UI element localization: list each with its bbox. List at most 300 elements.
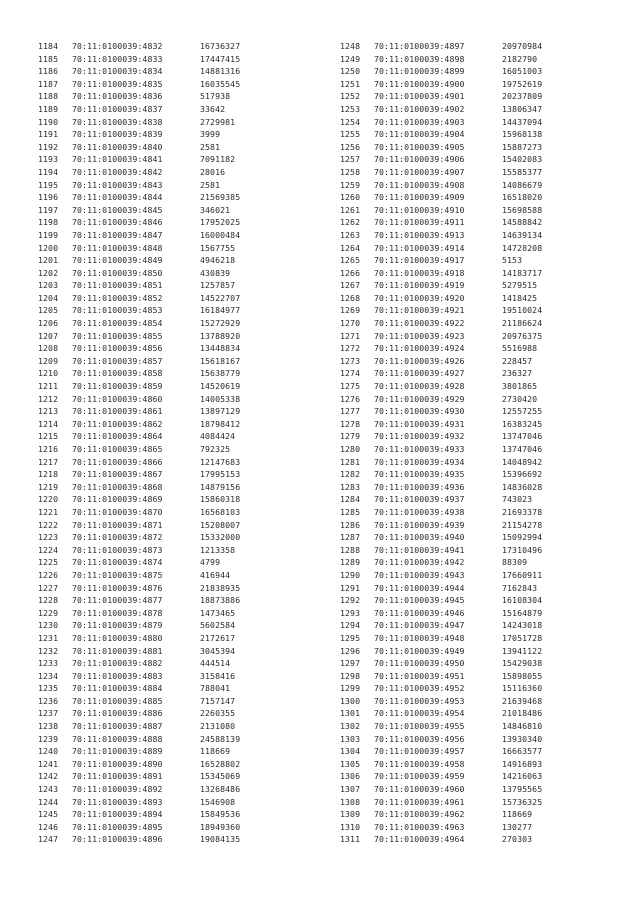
cadastral-number: 70:11:0100039:4874 <box>72 557 163 568</box>
table-row <box>340 342 542 355</box>
row-number: 1284 <box>340 494 361 505</box>
value: 15585377 <box>502 166 543 177</box>
table-row <box>38 569 240 582</box>
cadastral-number: 70:11:0100039:4835 <box>72 78 163 89</box>
cadastral-number: 70:11:0100039:4861 <box>72 406 163 417</box>
row-number: 1276 <box>340 393 361 404</box>
value: 14183717 <box>502 267 543 278</box>
cadastral-number: 70:11:0100039:4875 <box>72 569 163 580</box>
row-number: 1229 <box>38 607 59 618</box>
cadastral-number: 70:11:0100039:4890 <box>72 758 163 769</box>
row-number: 1310 <box>340 821 361 832</box>
table-row <box>38 418 240 431</box>
row-number: 1236 <box>38 695 59 706</box>
value: 21838935 <box>200 582 241 593</box>
cadastral-number: 70:11:0100039:4945 <box>374 595 465 606</box>
value: 18949360 <box>200 821 241 832</box>
cadastral-number: 70:11:0100039:4841 <box>72 154 163 165</box>
row-number: 1204 <box>38 292 59 303</box>
table-row <box>340 569 542 582</box>
value: 4946218 <box>200 255 236 266</box>
table-row <box>340 632 542 645</box>
cadastral-number: 70:11:0100039:4867 <box>72 469 163 480</box>
cadastral-number: 70:11:0100039:4848 <box>72 242 163 253</box>
value: 13448834 <box>200 343 241 354</box>
value: 16383245 <box>502 418 543 429</box>
row-number: 1307 <box>340 784 361 795</box>
table-row <box>38 619 240 632</box>
table-row <box>340 141 542 154</box>
value: 2730420 <box>502 393 538 404</box>
row-number: 1225 <box>38 557 59 568</box>
value: 14846810 <box>502 721 543 732</box>
value: 5602584 <box>200 620 236 631</box>
row-number: 1248 <box>340 41 361 51</box>
value: 20237809 <box>502 91 543 102</box>
row-number: 1196 <box>38 192 59 203</box>
row-number: 1206 <box>38 318 59 329</box>
table-row <box>38 153 240 166</box>
cadastral-number: 70:11:0100039:4896 <box>72 834 163 845</box>
table-row <box>38 317 240 330</box>
cadastral-number: 70:11:0100039:4881 <box>72 645 163 656</box>
value: 18798412 <box>200 418 241 429</box>
cadastral-number: 70:11:0100039:4866 <box>72 456 163 467</box>
table-row <box>38 116 240 129</box>
table-row <box>38 229 240 242</box>
cadastral-number: 70:11:0100039:4948 <box>374 632 465 643</box>
cadastral-number: 70:11:0100039:4914 <box>374 242 465 253</box>
value: 118669 <box>200 746 231 757</box>
table-row <box>38 758 240 771</box>
table-row <box>340 317 542 330</box>
table-row <box>340 53 542 66</box>
value: 14881316 <box>200 66 241 77</box>
cadastral-number: 70:11:0100039:4864 <box>72 431 163 442</box>
value: 15618167 <box>200 355 241 366</box>
cadastral-number: 70:11:0100039:4957 <box>374 746 465 757</box>
row-number: 1262 <box>340 217 361 228</box>
table-row <box>38 216 240 229</box>
row-number: 1261 <box>340 204 361 215</box>
row-number: 1193 <box>38 154 59 165</box>
cadastral-number: 70:11:0100039:4906 <box>374 154 465 165</box>
cadastral-number: 70:11:0100039:4933 <box>374 444 465 454</box>
cadastral-number: 70:11:0100039:4911 <box>374 217 465 228</box>
table-row <box>38 531 240 544</box>
value: 5153 <box>502 255 523 266</box>
row-number: 1191 <box>38 129 59 140</box>
value: 1213358 <box>200 544 236 555</box>
row-number: 1190 <box>38 116 59 127</box>
cadastral-number: 70:11:0100039:4941 <box>374 544 465 555</box>
value: 15429038 <box>502 658 543 669</box>
cadastral-number: 70:11:0100039:4895 <box>72 821 163 832</box>
cadastral-number: 70:11:0100039:4880 <box>72 632 163 643</box>
row-number: 1295 <box>340 632 361 643</box>
row-number: 1207 <box>38 330 59 341</box>
cadastral-number: 70:11:0100039:4962 <box>374 809 465 820</box>
row-number: 1267 <box>340 280 361 291</box>
cadastral-number: 70:11:0100039:4871 <box>72 519 163 530</box>
value: 2172617 <box>200 632 236 643</box>
cadastral-number: 70:11:0100039:4958 <box>374 758 465 769</box>
value: 17447415 <box>200 53 241 64</box>
value: 13747046 <box>502 431 543 442</box>
value: 16184977 <box>200 305 241 316</box>
table-row <box>340 544 542 557</box>
table-row <box>340 657 542 670</box>
value: 21693378 <box>502 506 543 517</box>
row-number: 1231 <box>38 632 59 643</box>
row-number: 1197 <box>38 204 59 215</box>
table-row <box>340 695 542 708</box>
row-number: 1263 <box>340 229 361 240</box>
row-number: 1265 <box>340 255 361 266</box>
cadastral-number: 70:11:0100039:4855 <box>72 330 163 341</box>
value: 14879156 <box>200 481 241 492</box>
table-row <box>38 745 240 758</box>
row-number: 1254 <box>340 116 361 127</box>
value: 21154278 <box>502 519 543 530</box>
cadastral-number: 70:11:0100039:4858 <box>72 368 163 379</box>
row-number: 1281 <box>340 456 361 467</box>
row-number: 1304 <box>340 746 361 757</box>
row-number: 1291 <box>340 582 361 593</box>
row-number: 1288 <box>340 544 361 555</box>
value: 14916893 <box>502 758 543 769</box>
table-row <box>340 468 542 481</box>
cadastral-number: 70:11:0100039:4960 <box>374 784 465 795</box>
table-row <box>38 770 240 783</box>
table-row <box>340 720 542 733</box>
cadastral-number: 70:11:0100039:4935 <box>374 469 465 480</box>
table-row <box>38 179 240 192</box>
value: 1257857 <box>200 280 236 291</box>
value: 14243018 <box>502 620 543 631</box>
value: 2260355 <box>200 708 236 719</box>
value: 15968138 <box>502 129 543 140</box>
row-number: 1203 <box>38 280 59 291</box>
row-number: 1222 <box>38 519 59 530</box>
table-row <box>340 745 542 758</box>
value: 3045394 <box>200 645 236 656</box>
row-number: 1205 <box>38 305 59 316</box>
row-number: 1209 <box>38 355 59 366</box>
cadastral-number: 70:11:0100039:4872 <box>72 532 163 543</box>
cadastral-number: 70:11:0100039:4940 <box>374 532 465 543</box>
cadastral-number: 70:11:0100039:4894 <box>72 809 163 820</box>
table-row <box>340 153 542 166</box>
row-number: 1311 <box>340 834 361 845</box>
cadastral-number: 70:11:0100039:4856 <box>72 343 163 354</box>
table-row <box>38 191 240 204</box>
row-number: 1255 <box>340 129 361 140</box>
row-number: 1249 <box>340 53 361 64</box>
value: 1567755 <box>200 242 236 253</box>
cadastral-number: 70:11:0100039:4954 <box>374 708 465 719</box>
table-row <box>38 645 240 658</box>
value: 20976375 <box>502 330 543 341</box>
row-number: 1230 <box>38 620 59 631</box>
row-number: 1290 <box>340 569 361 580</box>
table-row <box>38 833 240 846</box>
cadastral-number: 70:11:0100039:4931 <box>374 418 465 429</box>
value: 17660911 <box>502 569 543 580</box>
row-number: 1219 <box>38 481 59 492</box>
value: 24588139 <box>200 733 241 744</box>
cadastral-number: 70:11:0100039:4887 <box>72 721 163 732</box>
table-row <box>340 481 542 494</box>
row-number: 1258 <box>340 166 361 177</box>
cadastral-number: 70:11:0100039:4834 <box>72 66 163 77</box>
row-number: 1241 <box>38 758 59 769</box>
value: 5516988 <box>502 343 538 354</box>
table-row <box>38 292 240 305</box>
table-row <box>38 430 240 443</box>
cadastral-number: 70:11:0100039:4918 <box>374 267 465 278</box>
table-row <box>340 292 542 305</box>
table-row <box>38 493 240 506</box>
table-row <box>340 128 542 141</box>
value: 17995153 <box>200 469 241 480</box>
cadastral-number: 70:11:0100039:4947 <box>374 620 465 631</box>
table-row <box>340 582 542 595</box>
value: 14520619 <box>200 381 241 392</box>
table-row <box>38 506 240 519</box>
cadastral-number: 70:11:0100039:4862 <box>72 418 163 429</box>
value: 792325 <box>200 444 231 454</box>
cadastral-number: 70:11:0100039:4905 <box>374 141 465 152</box>
row-number: 1280 <box>340 444 361 454</box>
value: 17310496 <box>502 544 543 555</box>
row-number: 1208 <box>38 343 59 354</box>
row-number: 1272 <box>340 343 361 354</box>
table-row <box>340 393 542 406</box>
table-row <box>340 78 542 91</box>
value: 2581 <box>200 141 221 152</box>
cadastral-number: 70:11:0100039:4844 <box>72 192 163 203</box>
table-row <box>38 707 240 720</box>
row-number: 1282 <box>340 469 361 480</box>
value: 16663577 <box>502 746 543 757</box>
value: 14639134 <box>502 229 543 240</box>
cadastral-number: 70:11:0100039:4860 <box>72 393 163 404</box>
row-number: 1201 <box>38 255 59 266</box>
table-row <box>38 78 240 91</box>
row-number: 1237 <box>38 708 59 719</box>
value: 346021 <box>200 204 231 215</box>
cadastral-number: 70:11:0100039:4904 <box>374 129 465 140</box>
row-number: 1305 <box>340 758 361 769</box>
cadastral-number: 70:11:0100039:4924 <box>374 343 465 354</box>
row-number: 1252 <box>340 91 361 102</box>
row-number: 1300 <box>340 695 361 706</box>
cadastral-number: 70:11:0100039:4843 <box>72 179 163 190</box>
cadastral-number: 70:11:0100039:4839 <box>72 129 163 140</box>
cadastral-number: 70:11:0100039:4930 <box>374 406 465 417</box>
value: 18873886 <box>200 595 241 606</box>
cadastral-number: 70:11:0100039:4897 <box>374 41 465 51</box>
table-row <box>38 821 240 834</box>
cadastral-number: 70:11:0100039:4886 <box>72 708 163 719</box>
table-row <box>340 204 542 217</box>
table-row <box>340 229 542 242</box>
table-row <box>340 808 542 821</box>
value: 21018486 <box>502 708 543 719</box>
cadastral-number: 70:11:0100039:4883 <box>72 670 163 681</box>
table-row <box>340 670 542 683</box>
row-number: 1274 <box>340 368 361 379</box>
table-row <box>340 733 542 746</box>
cadastral-number: 70:11:0100039:4950 <box>374 658 465 669</box>
cadastral-number: 70:11:0100039:4920 <box>374 292 465 303</box>
row-number: 1277 <box>340 406 361 417</box>
value: 21569385 <box>200 192 241 203</box>
row-number: 1243 <box>38 784 59 795</box>
table-row <box>340 531 542 544</box>
cadastral-number: 70:11:0100039:4909 <box>374 192 465 203</box>
table-row <box>38 40 240 53</box>
cadastral-number: 70:11:0100039:4944 <box>374 582 465 593</box>
table-row <box>38 657 240 670</box>
value: 13897129 <box>200 406 241 417</box>
row-number: 1245 <box>38 809 59 820</box>
table-row <box>340 783 542 796</box>
table-row <box>38 796 240 809</box>
cadastral-number: 70:11:0100039:4936 <box>374 481 465 492</box>
row-number: 1269 <box>340 305 361 316</box>
value: 13788920 <box>200 330 241 341</box>
row-number: 1285 <box>340 506 361 517</box>
row-number: 1232 <box>38 645 59 656</box>
cadastral-number: 70:11:0100039:4853 <box>72 305 163 316</box>
row-number: 1260 <box>340 192 361 203</box>
table-row <box>340 594 542 607</box>
cadastral-number: 70:11:0100039:4852 <box>72 292 163 303</box>
value: 3999 <box>200 129 221 140</box>
cadastral-number: 70:11:0100039:4878 <box>72 607 163 618</box>
table-row <box>340 493 542 506</box>
cadastral-number: 70:11:0100039:4903 <box>374 116 465 127</box>
cadastral-number: 70:11:0100039:4939 <box>374 519 465 530</box>
row-number: 1184 <box>38 41 59 51</box>
row-number: 1224 <box>38 544 59 555</box>
value: 517938 <box>200 91 231 102</box>
value: 15272929 <box>200 318 241 329</box>
row-number: 1289 <box>340 557 361 568</box>
row-number: 1268 <box>340 292 361 303</box>
value: 130277 <box>502 821 533 832</box>
table-row <box>38 342 240 355</box>
value: 17051728 <box>502 632 543 643</box>
row-number: 1250 <box>340 66 361 77</box>
row-number: 1264 <box>340 242 361 253</box>
cadastral-number: 70:11:0100039:4952 <box>374 683 465 694</box>
row-number: 1298 <box>340 670 361 681</box>
table-row <box>38 519 240 532</box>
row-number: 1195 <box>38 179 59 190</box>
table-row <box>340 279 542 292</box>
row-number: 1303 <box>340 733 361 744</box>
value: 15402083 <box>502 154 543 165</box>
value: 16051003 <box>502 66 543 77</box>
value: 5279515 <box>502 280 538 291</box>
table-row <box>340 254 542 267</box>
value: 88309 <box>502 557 528 568</box>
row-number: 1301 <box>340 708 361 719</box>
cadastral-number: 70:11:0100039:4891 <box>72 771 163 782</box>
row-number: 1221 <box>38 506 59 517</box>
row-number: 1210 <box>38 368 59 379</box>
value: 270303 <box>502 834 533 845</box>
value: 28016 <box>200 166 226 177</box>
cadastral-number: 70:11:0100039:4837 <box>72 103 163 114</box>
row-number: 1186 <box>38 66 59 77</box>
value: 15396692 <box>502 469 543 480</box>
cadastral-number: 70:11:0100039:4901 <box>374 91 465 102</box>
row-number: 1246 <box>38 821 59 832</box>
value: 788041 <box>200 683 231 694</box>
row-number: 1185 <box>38 53 59 64</box>
table-row <box>38 594 240 607</box>
row-number: 1297 <box>340 658 361 669</box>
cadastral-number: 70:11:0100039:4913 <box>374 229 465 240</box>
row-number: 1239 <box>38 733 59 744</box>
row-number: 1244 <box>38 796 59 807</box>
table-row <box>38 141 240 154</box>
row-number: 1302 <box>340 721 361 732</box>
cadastral-number: 70:11:0100039:4961 <box>374 796 465 807</box>
row-number: 1214 <box>38 418 59 429</box>
table-row <box>38 380 240 393</box>
table-row <box>38 405 240 418</box>
row-number: 1234 <box>38 670 59 681</box>
value: 2729981 <box>200 116 236 127</box>
value: 15736325 <box>502 796 543 807</box>
row-number: 1253 <box>340 103 361 114</box>
table-row <box>340 418 542 431</box>
value: 19510024 <box>502 305 543 316</box>
cadastral-number: 70:11:0100039:4937 <box>374 494 465 505</box>
value: 13268486 <box>200 784 241 795</box>
row-number: 1238 <box>38 721 59 732</box>
row-number: 1309 <box>340 809 361 820</box>
row-number: 1188 <box>38 91 59 102</box>
value: 7162843 <box>502 582 538 593</box>
cadastral-number: 70:11:0100039:4850 <box>72 267 163 278</box>
value: 416944 <box>200 569 231 580</box>
cadastral-number: 70:11:0100039:4900 <box>374 78 465 89</box>
table-row <box>340 267 542 280</box>
cadastral-number: 70:11:0100039:4910 <box>374 204 465 215</box>
table-row <box>38 242 240 255</box>
value: 14728208 <box>502 242 543 253</box>
value: 236327 <box>502 368 533 379</box>
value: 17952025 <box>200 217 241 228</box>
row-number: 1215 <box>38 431 59 442</box>
cadastral-number: 70:11:0100039:4833 <box>72 53 163 64</box>
table-row <box>38 304 240 317</box>
value: 16528802 <box>200 758 241 769</box>
cadastral-number: 70:11:0100039:4949 <box>374 645 465 656</box>
table-row <box>38 582 240 595</box>
table-row <box>340 103 542 116</box>
value: 14522707 <box>200 292 241 303</box>
row-number: 1308 <box>340 796 361 807</box>
table-row <box>38 632 240 645</box>
value: 13806347 <box>502 103 543 114</box>
